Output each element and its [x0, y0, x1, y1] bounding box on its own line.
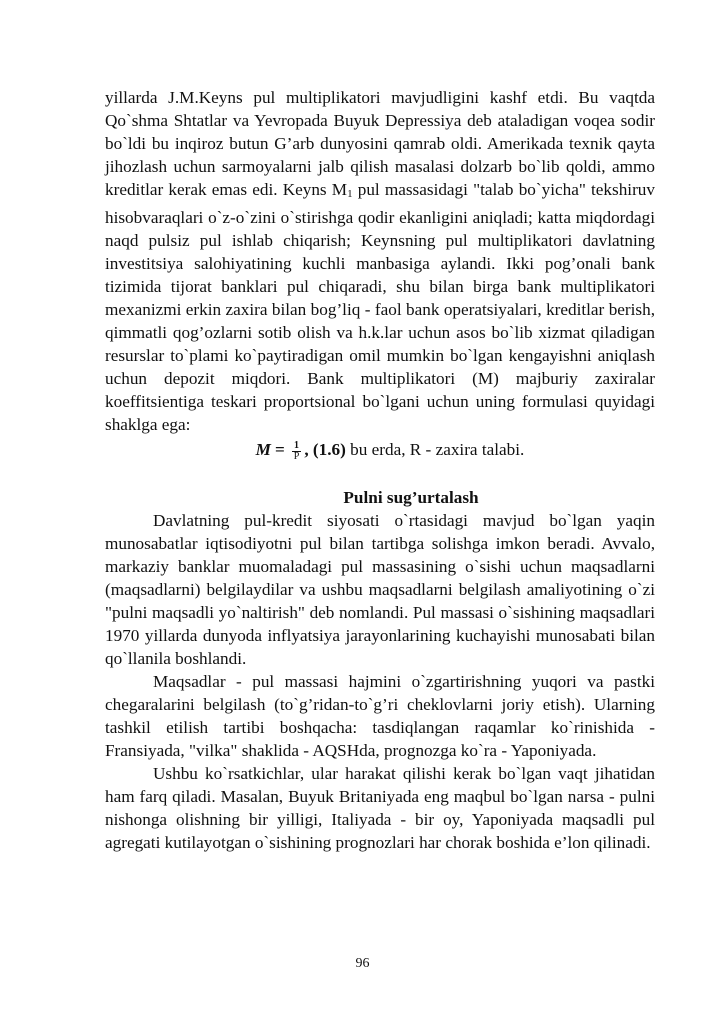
formula-explanation: bu erda, R - zaxira talabi. — [345, 440, 525, 459]
multiplier-formula — [105, 436, 655, 464]
body-paragraph-2: Maqsadlar - pul massasi hajmini o`zgartirishning yuqori va pastki chegaralarini belgilash (to`g’ridan-to`g’ri cheklovlarni joriy etish). Ularning tashkil etilish tartibi boshqacha: tasdiqlangan raqamlar ko`rinishida - Fransiyada, "vilka" shaklida - AQSHda, prognozga ko`ra - Yaponiyada. — [105, 672, 655, 760]
body-paragraph-1: Davlatning pul-kredit siyosati o`rtasidagi mavjud bo`lgan yaqin munosabatlar iqtisodiyotni pul bilan tartibga solishga imkon beradi. Avvalo, markaziy banklar muomaladagi pul massasining o`sishi uchun maqsadlarni (maqsadlarni) belgilaydilar va ushbu maqsadlarni belgilash amaliyotining o`zi "pulni maqsadli yo`naltirish" deb nomlandi. Pul massasi o`sishining maqsadlari 1970 yillarda dunyoda inflyatsiya jarayonlarining kuchayishi munosabati bilan qo`llanila boshlandi. — [105, 511, 655, 668]
section-heading: Pulni sug’urtalash — [343, 488, 479, 507]
formula-equals: = — [274, 440, 285, 459]
formula-variable: M — [255, 440, 271, 459]
intro-paragraph — [105, 86, 655, 436]
formula-numerator: 1 — [292, 441, 302, 452]
body-paragraph-3: Ushbu ko`rsatkichlar, ular harakat qilishi kerak bo`lgan vaqt jihatidan ham farq qiladi. Masalan, Buyuk Britaniyada eng maqbul bo`lgan narsa - pulni nishonga olishning bir yilligi, Italiyada - bir oy, Yaponiyada maqsadli pul agregati kutilayotgan o`sishining prognozlari har chorak boshida e’lon qilinadi. — [105, 764, 655, 852]
page-body — [105, 86, 655, 854]
page-number: 96 — [355, 956, 370, 971]
formula-fraction — [292, 441, 302, 462]
intro-paragraph-text-continued: pul massasidagi "talab bo`yicha" tekshiruv hisobvaraqlari o`z-o`zini o`stirishga qodir ekanligini aniqladi; katta miqdordagi naqd pulsiz pul ishlab chiqarish; Keynsning pul multiplikatori davlatning investitsiya salohiyatining kuchli manbasiga aylandi. Ikki pog’onali bank tizimida tijorat banklari pul chiqaradi, shu bilan birga bank multiplikatori mexanizmi erkin zaxira bilan bog’liq - faol bank operatsiyalari, kreditlar berish, qimmatli qog’ozlarni sotib olish va h.k.lar uchun asos bo`lib xizmat qiladigan resurslar to`plami ko`paytiradigan omil mumkin bo`lgan kengayishni aniqlash uchun depozit miqdori. Bank multiplikatori (M) majburiy zaxiralar koeffitsientiga teskari proportsional bo`lgani uchun uning formulasi quyidagi shaklga ega: — [105, 180, 655, 434]
formula-denominator: P — [293, 450, 300, 462]
m1-subscript: 1 — [347, 188, 353, 200]
formula-number: , (1.6) — [304, 440, 346, 459]
intro-paragraph-text: yillarda J.M.Keyns pul multiplikatori mavjudligini kashf etdi. Bu vaqtda Qo`shma Shtatlar va Yevropada Buyuk Depressiya deb ataladigan voqea sodir bo`ldi bu inqiroz butun G’arb dunyosini qamrab oldi. Amerikada texnik qayta jihozlash uchun sarmoyalarni jalb qilish masalasi dolzarb bo`lib qoldi, ammo kreditlar kerak emas edi. Keyns M — [105, 88, 655, 199]
